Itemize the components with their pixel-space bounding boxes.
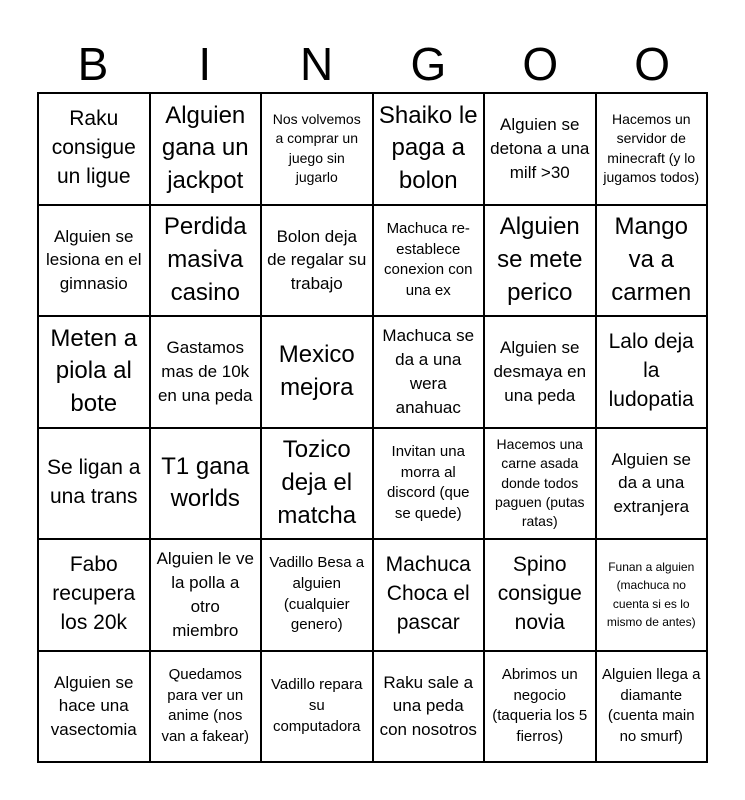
cell-text: Alguien se detona a una milf >30 [490,115,590,182]
bingo-cell[interactable] [373,428,485,540]
cell-text: Alguien le ve la polla a otro miembro [156,549,254,640]
cell-text: Machuca Choca el pascar [385,553,471,635]
cell-text: Alguien se lesiona en el gimnasio [46,226,142,294]
bingo-cell[interactable] [484,539,596,651]
bingo-cell[interactable] [150,205,262,317]
cell-text: Alguien se desmaya en una peda [493,338,587,405]
bingo-cell[interactable] [38,539,150,651]
header-letter-o-2: O [634,38,670,90]
cell-text: Vadillo Besa a alguien (cualquier genero) [269,554,365,634]
bingo-cell[interactable] [373,93,485,205]
cell-text: Hacemos un servidor de minecraft (y lo jugamos todos) [603,111,700,186]
cell-text: Lalo deja la ludopatia [608,330,694,412]
bingo-cell[interactable] [596,316,708,428]
bingo-cell[interactable] [373,316,485,428]
cell-text: Se ligan a una trans [47,456,141,509]
bingo-cell[interactable] [150,428,262,540]
bingo-cell[interactable] [596,205,708,317]
bingo-cell[interactable] [484,651,596,763]
cell-text: Bolon deja de regalar su trabajo [267,226,367,294]
cell-text: Invitan una morra al discord (que se quede) [386,442,470,522]
bingo-cell[interactable] [373,651,485,763]
bingo-cell[interactable] [596,428,708,540]
bingo-cell[interactable] [261,651,373,763]
cell-text: Shaiko le paga a bolon [378,101,478,195]
cell-text: Abrimos un negocio (taqueria los 5 fierros) [492,665,588,745]
bingo-cell[interactable] [38,316,150,428]
cell-text: Machuca re-establece conexion con una ex [384,219,473,299]
cell-text: Machuca se da a una wera anahuac [382,326,475,417]
bingo-cell[interactable] [484,316,596,428]
cell-text: Fabo recupera los 20k [52,553,136,635]
cell-text: Alguien llega a diamante (cuenta main no smurf) [602,665,701,745]
cell-text: Funan a alguien (machuca no cuenta si es lo mismo de antes) [606,559,696,630]
cell-text: Alguien gana un jackpot [161,101,249,195]
bingo-cell[interactable] [596,539,708,651]
bingo-cell[interactable] [373,205,485,317]
bingo-board [37,92,708,763]
bingo-header [37,36,708,92]
cell-text: Raku consigue un ligue [51,107,136,189]
cell-text: Alguien se hace una vasectomia [50,672,137,740]
bingo-cell[interactable] [38,428,150,540]
bingo-cell[interactable] [261,93,373,205]
cell-text: Mexico mejora [278,341,355,401]
cell-text: Hacemos una carne asada donde todos paguen (putas ratas) [494,435,585,530]
bingo-cell[interactable] [484,205,596,317]
bingo-cell[interactable] [596,651,708,763]
bingo-cell[interactable] [150,539,262,651]
cell-text: Mango va a carmen [611,213,692,306]
bingo-cell[interactable] [38,93,150,205]
cell-text: Meten a piola al bote [50,324,138,418]
cell-text: Nos volvemos a comprar un juego sin jugarlo [272,111,361,186]
header-letter-n: N [299,38,334,90]
cell-text: Vadillo repara su computadora [271,676,363,735]
cell-text: Spino consigue novia [497,553,582,635]
bingo-cell[interactable] [261,428,373,540]
header-letter-b: B [77,38,109,90]
cell-text: Alguien se mete perico [497,213,583,306]
bingo-cell[interactable] [373,539,485,651]
bingo-cell[interactable] [484,428,596,540]
header-letter-o: O [522,38,559,90]
header-letter-i: I [198,38,212,90]
bingo-cell[interactable] [38,651,150,763]
cell-text: Quedamos para ver un anime (nos van a fakear) [161,665,250,745]
cell-text: Raku sale a una peda con nosotros [379,672,477,740]
cell-text: Tozico deja el matcha [277,436,357,529]
bingo-cell[interactable] [150,316,262,428]
bingo-cell[interactable] [38,205,150,317]
bingo-cell[interactable] [484,93,596,205]
bingo-cell[interactable] [150,93,262,205]
header-letter-g: G [410,38,447,90]
bingo-cell[interactable] [261,316,373,428]
bingo-cell[interactable] [150,651,262,763]
bingo-cell[interactable] [596,93,708,205]
cell-text: T1 gana worlds [161,452,250,513]
bingo-cell[interactable] [261,205,373,317]
cell-text: Alguien se da a una extranjera [611,449,691,517]
cell-text: Gastamos mas de 10k en una peda [157,338,253,405]
bingo-cell[interactable] [261,539,373,651]
cell-text: Perdida masiva casino [163,213,247,306]
